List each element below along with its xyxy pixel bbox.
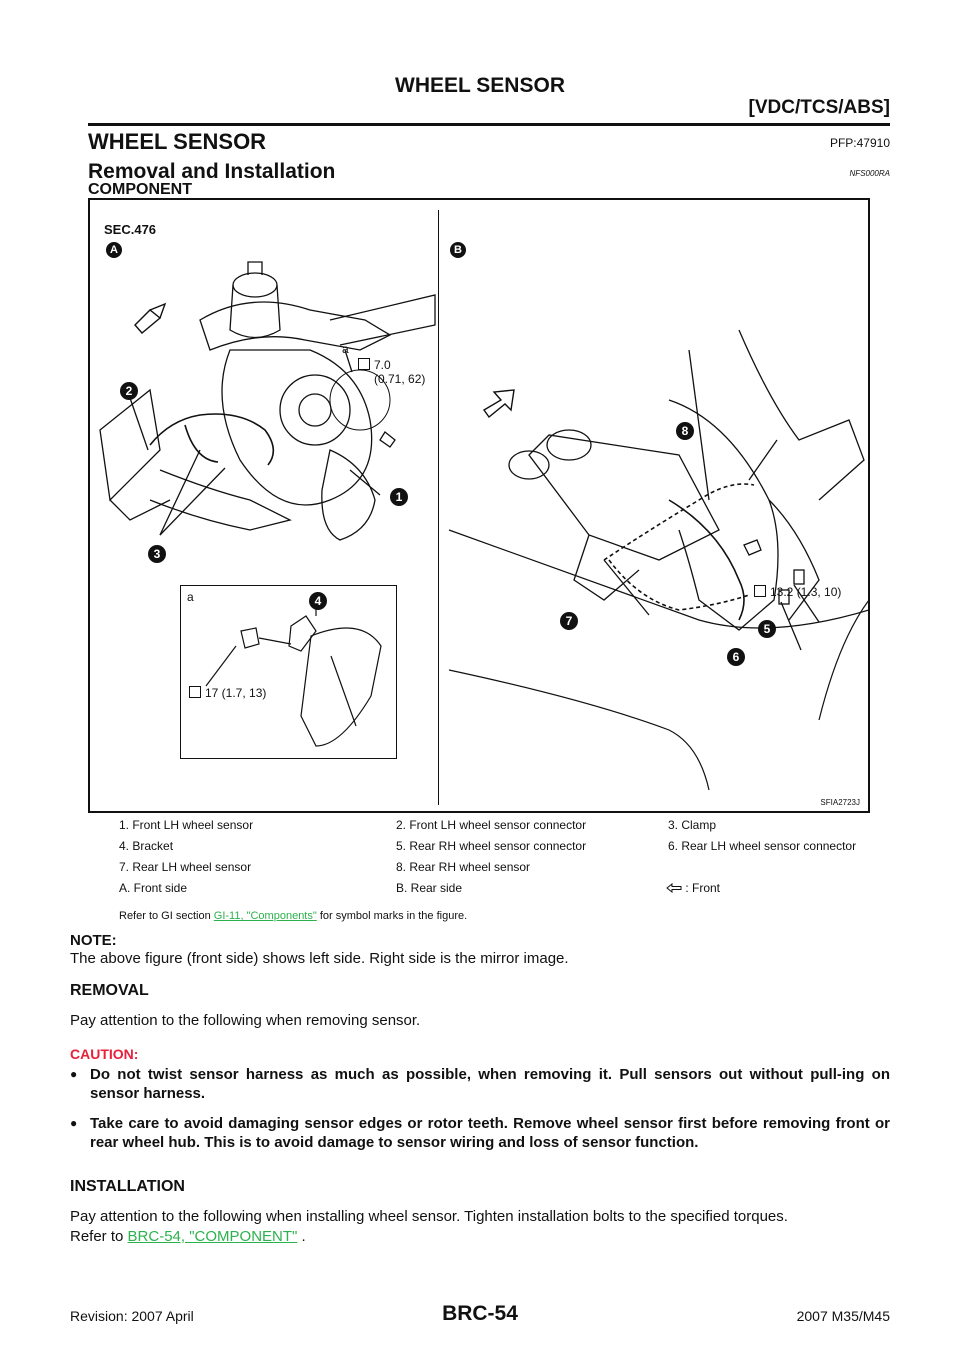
callout-5: 5 xyxy=(758,620,776,638)
bracket-detail-drawing xyxy=(181,586,396,758)
page-header-title: WHEEL SENSOR xyxy=(395,74,565,97)
subsection-title: Removal and Installation xyxy=(88,160,336,183)
callout-4: 4 xyxy=(309,592,327,610)
callout-1: 1 xyxy=(390,488,408,506)
torque-wrench-icon xyxy=(754,585,766,597)
note-heading: NOTE: xyxy=(70,932,117,949)
detail-box-a xyxy=(180,585,397,759)
panel-a-label: A xyxy=(106,242,122,258)
bullet-icon: ● xyxy=(70,1116,78,1130)
detail-label: a xyxy=(187,590,194,604)
torque-rear: 13.2 (1.3, 10) xyxy=(754,585,841,599)
callout-8: 8 xyxy=(676,422,694,440)
symbol-reference: Refer to GI section GI-11, "Components" for symbol marks in the figure. xyxy=(119,910,468,922)
section-number: SEC.476 xyxy=(104,222,157,237)
installation-heading: INSTALLATION xyxy=(70,1178,185,1195)
figure-legend xyxy=(88,818,890,902)
legend-row: 1. Front LH wheel sensor 2. Front LH wheel sensor connector 3. Clamp xyxy=(119,818,717,832)
subsection-code: NFS000RA xyxy=(849,169,890,178)
legend-row: A. Front side B. Rear side : Front xyxy=(119,881,721,895)
installation-text: Pay attention to the following when installing wheel sensor. Tighten installation bolts to the specified torques. xyxy=(70,1208,788,1225)
caution-label: CAUTION: xyxy=(70,1046,139,1062)
caution-bullet-2: ● Take care to avoid damaging sensor edges or rotor teeth. Remove wheel sensor first before removing front or rear wheel hub. This is to avoid damage to sensor wiring and loss of sensor function. xyxy=(70,1115,890,1151)
front-arrow-icon xyxy=(666,883,682,893)
caution-bullet-1: ● Do not twist sensor harness as much as possible, when removing it. Pull sensors out without pull-ing on sensor harness. xyxy=(70,1066,890,1102)
note-text: The above figure (front side) shows left side. Right side is the mirror image. xyxy=(70,950,569,967)
torque-bracket: 17 (1.7, 13) xyxy=(189,686,266,700)
torque-wrench-icon xyxy=(189,686,201,698)
model: 2007 M35/M45 xyxy=(796,1308,890,1324)
image-code: SFIA2723J xyxy=(820,798,860,807)
removal-intro: Pay attention to the following when removing sensor. xyxy=(70,1012,421,1029)
header-rule xyxy=(88,123,890,126)
page-header-subtitle: [VDC/TCS/ABS] xyxy=(748,97,890,118)
part-number: PFP:47910 xyxy=(829,136,890,150)
bullet-icon: ● xyxy=(70,1067,78,1081)
torque-wrench-icon xyxy=(358,358,370,370)
section-title: WHEEL SENSOR xyxy=(88,129,267,154)
callout-3: 3 xyxy=(148,545,166,563)
rear-suspension-drawing xyxy=(439,200,869,815)
brc-54-link[interactable]: BRC-54, "COMPONENT" xyxy=(127,1228,298,1245)
detail-ref-a: a xyxy=(342,342,349,356)
installation-refer: Refer to BRC-54, "COMPONENT" . xyxy=(70,1228,306,1245)
gi-11-link[interactable]: GI-11, "Components" xyxy=(213,910,317,922)
callout-7: 7 xyxy=(560,612,578,630)
removal-heading: REMOVAL xyxy=(70,982,149,999)
callout-6: 6 xyxy=(727,648,745,666)
revision: Revision: 2007 April xyxy=(70,1308,194,1324)
component-heading: COMPONENT xyxy=(88,181,192,198)
component-figure xyxy=(88,198,870,813)
legend-row: 4. Bracket 5. Rear RH wheel sensor connector 6. Rear LH wheel sensor connector xyxy=(119,839,857,853)
callout-2: 2 xyxy=(120,382,138,400)
panel-b-label: B xyxy=(450,242,466,258)
legend-row: 7. Rear LH wheel sensor 8. Rear RH wheel sensor xyxy=(119,860,531,874)
torque-front: 7.0 (0.71, 62) xyxy=(358,358,425,386)
page-number: BRC-54 xyxy=(442,1302,518,1325)
